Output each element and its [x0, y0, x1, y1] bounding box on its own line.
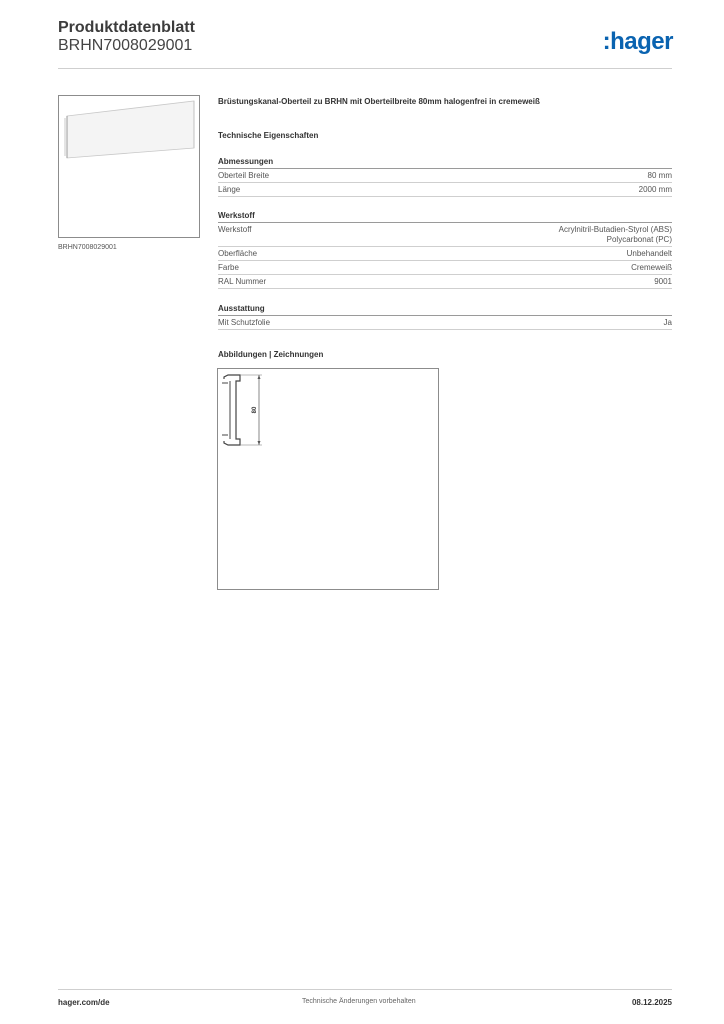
row-label: RAL Nummer — [218, 277, 267, 286]
row-value: 2000 mm — [638, 185, 672, 194]
footer-notice: Technische Änderungen vorbehalten — [302, 998, 416, 1005]
section-equipment-title: Ausstattung — [218, 304, 265, 313]
technical-heading: Technische Eigenschaften — [218, 131, 319, 140]
row-label: Mit Schutzfolie — [218, 318, 271, 327]
footer-date: 08.12.2025 — [631, 998, 672, 1007]
row-value: Ja — [663, 318, 672, 327]
table-row — [218, 275, 672, 289]
header-divider — [58, 68, 672, 69]
product-profile-illustration — [59, 96, 199, 237]
row-value: 80 mm — [647, 171, 672, 180]
drawings-heading: Abbildungen | Zeichnungen — [218, 350, 324, 359]
product-image-caption: BRHN7008029001 — [58, 244, 117, 251]
table-row — [218, 247, 672, 261]
row-value: Unbehandelt — [626, 249, 672, 258]
row-label: Oberteil Breite — [218, 171, 270, 180]
product-description: Brüstungskanal-Oberteil zu BRHN mit Oberteilbreite 80mm halogenfrei in cremeweiß — [218, 97, 540, 106]
hager-logo: :hager — [602, 28, 673, 55]
table-row — [218, 261, 672, 275]
row-value: Cremeweiß — [631, 263, 672, 272]
article-number: BRHN7008029001 — [58, 37, 193, 54]
footer-divider — [58, 989, 672, 990]
section-material-title: Werkstoff — [218, 211, 255, 220]
row-label: Werkstoff — [218, 225, 252, 234]
row-label: Farbe — [218, 263, 239, 272]
section-dimensions-title: Abmessungen — [218, 157, 274, 166]
table-row — [218, 223, 672, 247]
profile-drawing — [218, 369, 438, 589]
technical-drawing — [217, 368, 439, 590]
table-row — [218, 183, 672, 197]
dimension-label: 80 — [252, 406, 258, 414]
footer-website-link[interactable]: hager.com/de — [58, 998, 110, 1007]
row-label: Oberfläche — [218, 249, 258, 258]
product-image — [58, 95, 200, 238]
row-value: 9001 — [654, 277, 672, 286]
table-row — [218, 169, 672, 183]
row-label: Länge — [218, 185, 241, 194]
page-title: Produktdatenblatt — [58, 19, 195, 36]
table-row — [218, 316, 672, 330]
row-value: Acrylnitril-Butadien-Styrol (ABS) Polycarbonat (PC) — [558, 225, 672, 244]
